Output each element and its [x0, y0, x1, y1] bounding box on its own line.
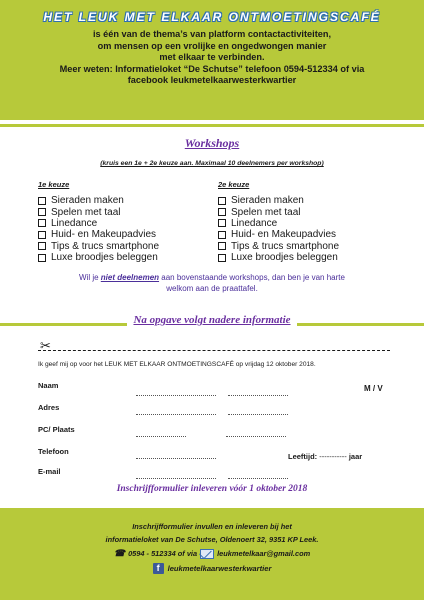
phone-label: Telefoon	[38, 447, 69, 456]
page-title: HET LEUK MET ELKAAR ONTMOETINGSCAFÉ	[43, 10, 381, 24]
age-label: Leeftijd:	[288, 452, 318, 461]
option-label: Huid- en Makeupadvies	[51, 229, 157, 241]
address-field[interactable]	[136, 414, 216, 415]
checkbox[interactable]	[38, 242, 46, 250]
first-choice-list	[38, 195, 159, 263]
workshops-instructions: (kruis een 1e + 2e keuze aan. Maximaal 10 deelnemers per workshop)	[100, 160, 324, 167]
intro-line: Meer weten: Informatieloket “De Schutse” telefoon 0594-512334 of via	[59, 63, 365, 74]
second-choice-heading: 2e keuze	[218, 180, 250, 189]
age-dots: -----------	[319, 452, 347, 461]
intro-line: facebook leukmetelkaarwesterkwartier	[127, 75, 297, 86]
first-choice-option[interactable]	[38, 229, 159, 240]
email-link[interactable]: leukmetelkaar@gmail.com	[217, 549, 311, 558]
checkbox[interactable]	[218, 231, 226, 239]
checkbox[interactable]	[38, 197, 46, 205]
option-label: Tips & trucs smartphone	[51, 240, 160, 252]
gender-select[interactable]: M / V	[364, 384, 383, 393]
phone-icon: ☎	[113, 548, 126, 558]
checkbox[interactable]	[38, 219, 46, 227]
email-label: E-mail	[38, 467, 61, 476]
facebook-row	[0, 563, 424, 574]
second-choice-option[interactable]	[218, 195, 339, 206]
checkbox[interactable]	[218, 208, 226, 216]
facebook-link[interactable]: leukmetelkaarwesterkwartier	[167, 564, 272, 573]
signup-statement: Ik geef mij op voor het LEUK MET ELKAAR ONTMOETINGSCAFÉ op vrijdag 12 oktober 2018.	[38, 361, 316, 368]
postcode-label: PC/ Plaats	[38, 425, 75, 434]
intro-line: om mensen op een vrolijke en ongedwongen manier	[97, 40, 327, 51]
second-choice-option[interactable]	[218, 206, 339, 217]
option-label: Sieraden maken	[51, 195, 124, 207]
option-label: Spelen met taal	[231, 206, 301, 218]
checkbox[interactable]	[218, 197, 226, 205]
option-label: Sieraden maken	[231, 195, 304, 207]
checkbox[interactable]	[218, 254, 226, 262]
praattafel-note	[20, 272, 404, 294]
note-emphasis: niet deelnemen	[100, 273, 160, 282]
option-label: Tips & trucs smartphone	[231, 240, 340, 252]
followup-heading	[0, 314, 424, 326]
age-field[interactable]	[288, 452, 362, 461]
followup-text: Na opgave volgt nadere informatie	[127, 314, 296, 326]
note-text: welkom aan de praattafel.	[166, 284, 258, 293]
footer-line: informatieloket van De Schutse, Oldenoert 32, 9351 KP Leek.	[105, 534, 319, 544]
option-label: Linedance	[51, 217, 98, 229]
footer-line: Inschrijfformulier invullen en inleveren bij het	[132, 522, 292, 531]
first-choice-option[interactable]	[38, 252, 159, 263]
second-choice-list	[218, 195, 339, 263]
first-choice-option[interactable]	[38, 241, 159, 252]
name-label: Naam	[38, 381, 59, 390]
name-field[interactable]	[136, 395, 216, 396]
option-label: Luxe broodjes beleggen	[51, 252, 158, 264]
second-choice-option[interactable]	[218, 241, 339, 252]
name-field-2[interactable]	[228, 395, 288, 396]
divider	[0, 124, 424, 127]
workshops-heading: Workshops	[184, 136, 240, 150]
note-text: Wil je	[79, 273, 101, 282]
checkbox[interactable]	[218, 219, 226, 227]
deadline-note: Inschrijfformulier inleveren vóór 1 oktober 2018	[116, 484, 308, 494]
facebook-icon: f	[153, 563, 164, 574]
email-field[interactable]	[136, 478, 216, 479]
option-label: Huid- en Makeupadvies	[231, 229, 337, 241]
place-field[interactable]	[226, 436, 286, 437]
first-choice-option[interactable]	[38, 195, 159, 206]
scissors-icon: ✂	[40, 338, 51, 353]
phone-field[interactable]	[136, 458, 216, 459]
address-field-2[interactable]	[228, 414, 288, 415]
checkbox[interactable]	[38, 208, 46, 216]
option-label: Luxe broodjes beleggen	[231, 252, 338, 264]
second-choice-option[interactable]	[218, 252, 339, 263]
option-label: Linedance	[231, 217, 278, 229]
postcode-field[interactable]	[136, 436, 186, 437]
intro-line: met elkaar te verbinden.	[159, 52, 265, 63]
checkbox[interactable]	[38, 231, 46, 239]
email-field-2[interactable]	[228, 478, 288, 479]
first-choice-option[interactable]	[38, 206, 159, 217]
note-text: aan bovenstaande workshops, dan ben je van harte	[159, 273, 345, 282]
first-choice-heading: 1e keuze	[38, 180, 70, 189]
cut-line	[38, 350, 390, 351]
phone-text: 0594 - 512334 of via	[128, 549, 198, 558]
intro-text	[20, 29, 404, 87]
option-label: Spelen met taal	[51, 206, 121, 218]
email-icon	[200, 549, 214, 559]
intro-line: is één van de thema’s van platform contactactiviteiten,	[92, 29, 332, 39]
contact-row	[0, 548, 424, 559]
address-label: Adres	[38, 403, 60, 412]
first-choice-option[interactable]	[38, 218, 159, 229]
second-choice-option[interactable]	[218, 229, 339, 240]
footer-contact	[0, 521, 424, 546]
checkbox[interactable]	[38, 254, 46, 262]
age-unit: jaar	[348, 452, 363, 461]
second-choice-option[interactable]	[218, 218, 339, 229]
checkbox[interactable]	[218, 242, 226, 250]
